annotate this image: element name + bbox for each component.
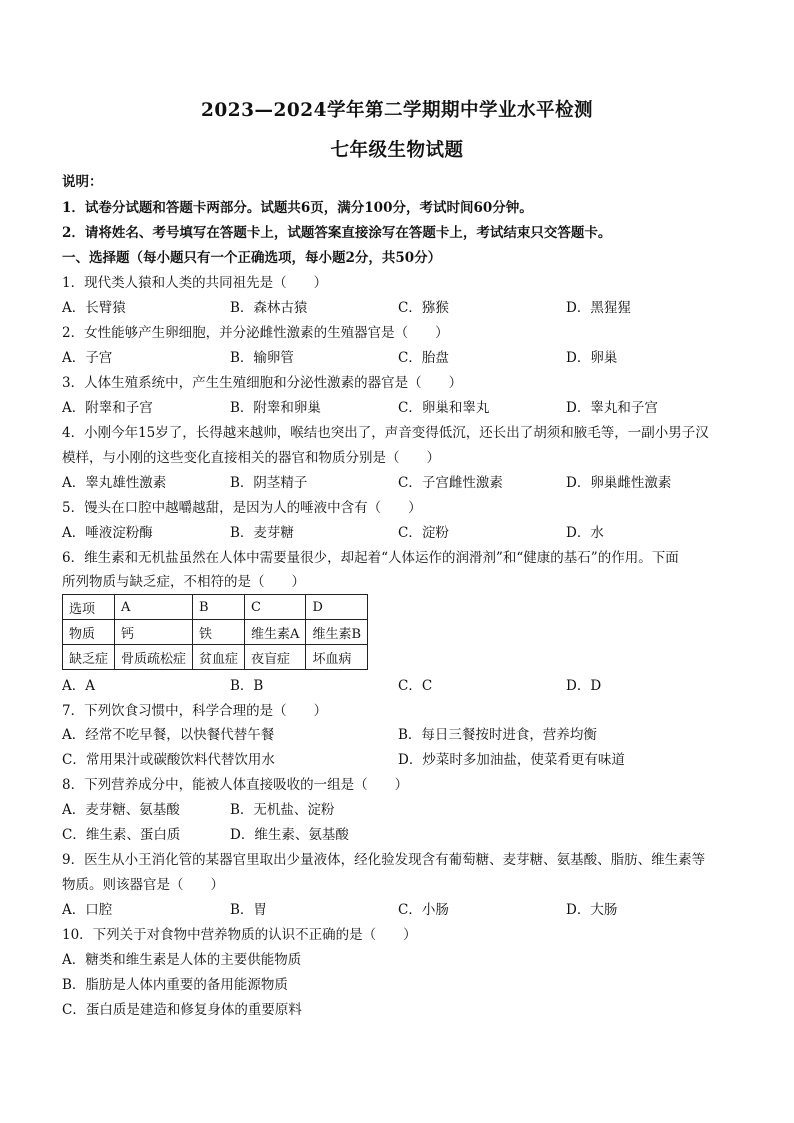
option-d: D．黑猩猩 <box>566 300 631 316</box>
table-cell: 选项 <box>63 595 115 620</box>
option-b: B．阴茎精子 <box>230 475 308 491</box>
option-b: B．麦芽糖 <box>230 525 294 541</box>
instruction-item: 2．请将姓名、考号填写在答题卡上，试题答案直接涂写在答题卡上，考试结束只交答题卡。 <box>62 225 612 241</box>
option-a: A．经常不吃早餐，以快餐代替午餐 <box>62 727 275 743</box>
option-a: A．口腔 <box>62 902 113 918</box>
question-stem: 10．下列关于对食物中营养物质的认识不正确的是（ ） <box>62 927 417 943</box>
option-b: B．脂肪是人体内重要的备用能源物质 <box>62 977 288 993</box>
table-cell: 缺乏症 <box>63 645 115 670</box>
option-c: C．胎盘 <box>398 350 449 366</box>
option-b: B．无机盐、淀粉 <box>230 802 335 818</box>
option-b: B．胃 <box>230 902 267 918</box>
table-cell: 坏血病 <box>306 645 368 670</box>
table-cell: A <box>115 595 193 620</box>
option-c: C．卵巢和睾丸 <box>398 400 490 416</box>
option-d: D．卵巢雌性激素 <box>566 475 672 491</box>
question-stem-continued: 物质。则该器官是（ ） <box>62 877 224 893</box>
question-stem-continued: 模样，与小刚的这些变化直接相关的器官和物质分别是（ ） <box>62 450 440 466</box>
table-row <box>63 645 368 670</box>
option-d: D．睾丸和子宫 <box>566 400 658 416</box>
question-stem: 6．维生素和无机盐虽然在人体中需要量很少，却起着“人体运作的润滑剂”和“健康的基石”的作用。下面 <box>62 550 679 566</box>
option-d: D．维生素、氨基酸 <box>230 827 349 843</box>
question-stem: 1．现代类人猿和人类的共同祖先是（ ） <box>62 275 328 291</box>
question-stem: 3．人体生殖系统中，产生生殖细胞和分泌性激素的器官是（ ） <box>62 375 463 391</box>
question-stem: 9．医生从小王消化管的某器官里取出少量液体，经化验发现含有葡萄糖、麦芽糖、氨基酸、脂肪、维生素等 <box>62 852 706 868</box>
table-cell: 维生素B <box>306 620 368 645</box>
table-cell: 骨质疏松症 <box>115 645 193 670</box>
option-c: C．猕猴 <box>398 300 449 316</box>
option-c: C．子宫雌性激素 <box>398 475 503 491</box>
table-cell: B <box>193 595 245 620</box>
table-cell: 维生素A <box>245 620 306 645</box>
question-stem-continued: 所列物质与缺乏症，不相符的是（ ） <box>62 574 305 590</box>
question-stem: 4．小刚今年15岁了，长得越来越帅，喉结也突出了，声音变得低沉，还长出了胡须和腋毛等，一副小男子汉 <box>62 425 709 441</box>
option-c: C．小肠 <box>398 902 449 918</box>
instructions-label: 说明： <box>62 174 103 190</box>
option-a: A．子宫 <box>62 350 113 366</box>
option-a: A．唾液淀粉酶 <box>62 525 153 541</box>
option-c: C．维生素、蛋白质 <box>62 827 181 843</box>
table-row <box>63 620 368 645</box>
option-b: B．输卵管 <box>230 350 294 366</box>
exam-subtitle: 七年级生物试题 <box>330 140 464 161</box>
option-a: A．糖类和维生素是人体的主要供能物质 <box>62 952 302 968</box>
exam-title: 2023—2024学年第二学期期中学业水平检测 <box>201 100 593 121</box>
option-a: A．附睾和子宫 <box>62 400 153 416</box>
option-c: C．常用果汁或碳酸饮料代替饮用水 <box>62 752 275 768</box>
table-cell: C <box>245 595 306 620</box>
question-stem: 5．馒头在口腔中越嚼越甜，是因为人的唾液中含有（ ） <box>62 500 422 516</box>
option-a: A．麦芽糖、氨基酸 <box>62 802 180 818</box>
option-b: B．森林古猿 <box>230 300 308 316</box>
option-d: D．卵巢 <box>566 350 618 366</box>
option-c: C．C <box>398 678 433 694</box>
option-d: D．炒菜时多加油盐，使菜肴更有味道 <box>398 752 625 768</box>
option-d: D．D <box>566 678 602 694</box>
table-cell: 夜盲症 <box>245 645 306 670</box>
option-d: D．水 <box>566 525 604 541</box>
question-stem: 2．女性能够产生卵细胞，并分泌雌性激素的生殖器官是（ ） <box>62 325 449 341</box>
option-d: D．大肠 <box>566 902 618 918</box>
table-row <box>63 595 368 620</box>
table-cell: 贫血症 <box>193 645 245 670</box>
table-cell: 物质 <box>63 620 115 645</box>
option-b: B．每日三餐按时进食，营养均衡 <box>398 727 597 743</box>
option-b: B．附睾和卵巢 <box>230 400 321 416</box>
option-c: C．蛋白质是建造和修复身体的重要原料 <box>62 1002 302 1018</box>
vitamin-mineral-table <box>62 594 368 670</box>
option-a: A．A <box>62 678 95 694</box>
question-stem: 7．下列饮食习惯中，科学合理的是（ ） <box>62 703 328 719</box>
option-b: B．B <box>230 678 264 694</box>
table-cell: D <box>306 595 368 620</box>
table-cell: 钙 <box>115 620 193 645</box>
question-stem: 8．下列营养成分中，能被人体直接吸收的一组是（ ） <box>62 777 409 793</box>
option-c: C．淀粉 <box>398 525 449 541</box>
instruction-item: 1．试卷分试题和答题卡两部分。试题共6页，满分100分，考试时间60分钟。 <box>62 200 533 216</box>
option-a: A．睾丸雄性激素 <box>62 475 167 491</box>
table-cell: 铁 <box>193 620 245 645</box>
option-a: A．长臂猿 <box>62 300 126 316</box>
section-heading: 一、选择题（每小题只有一个正确选项，每小题2分，共50分） <box>62 250 442 266</box>
